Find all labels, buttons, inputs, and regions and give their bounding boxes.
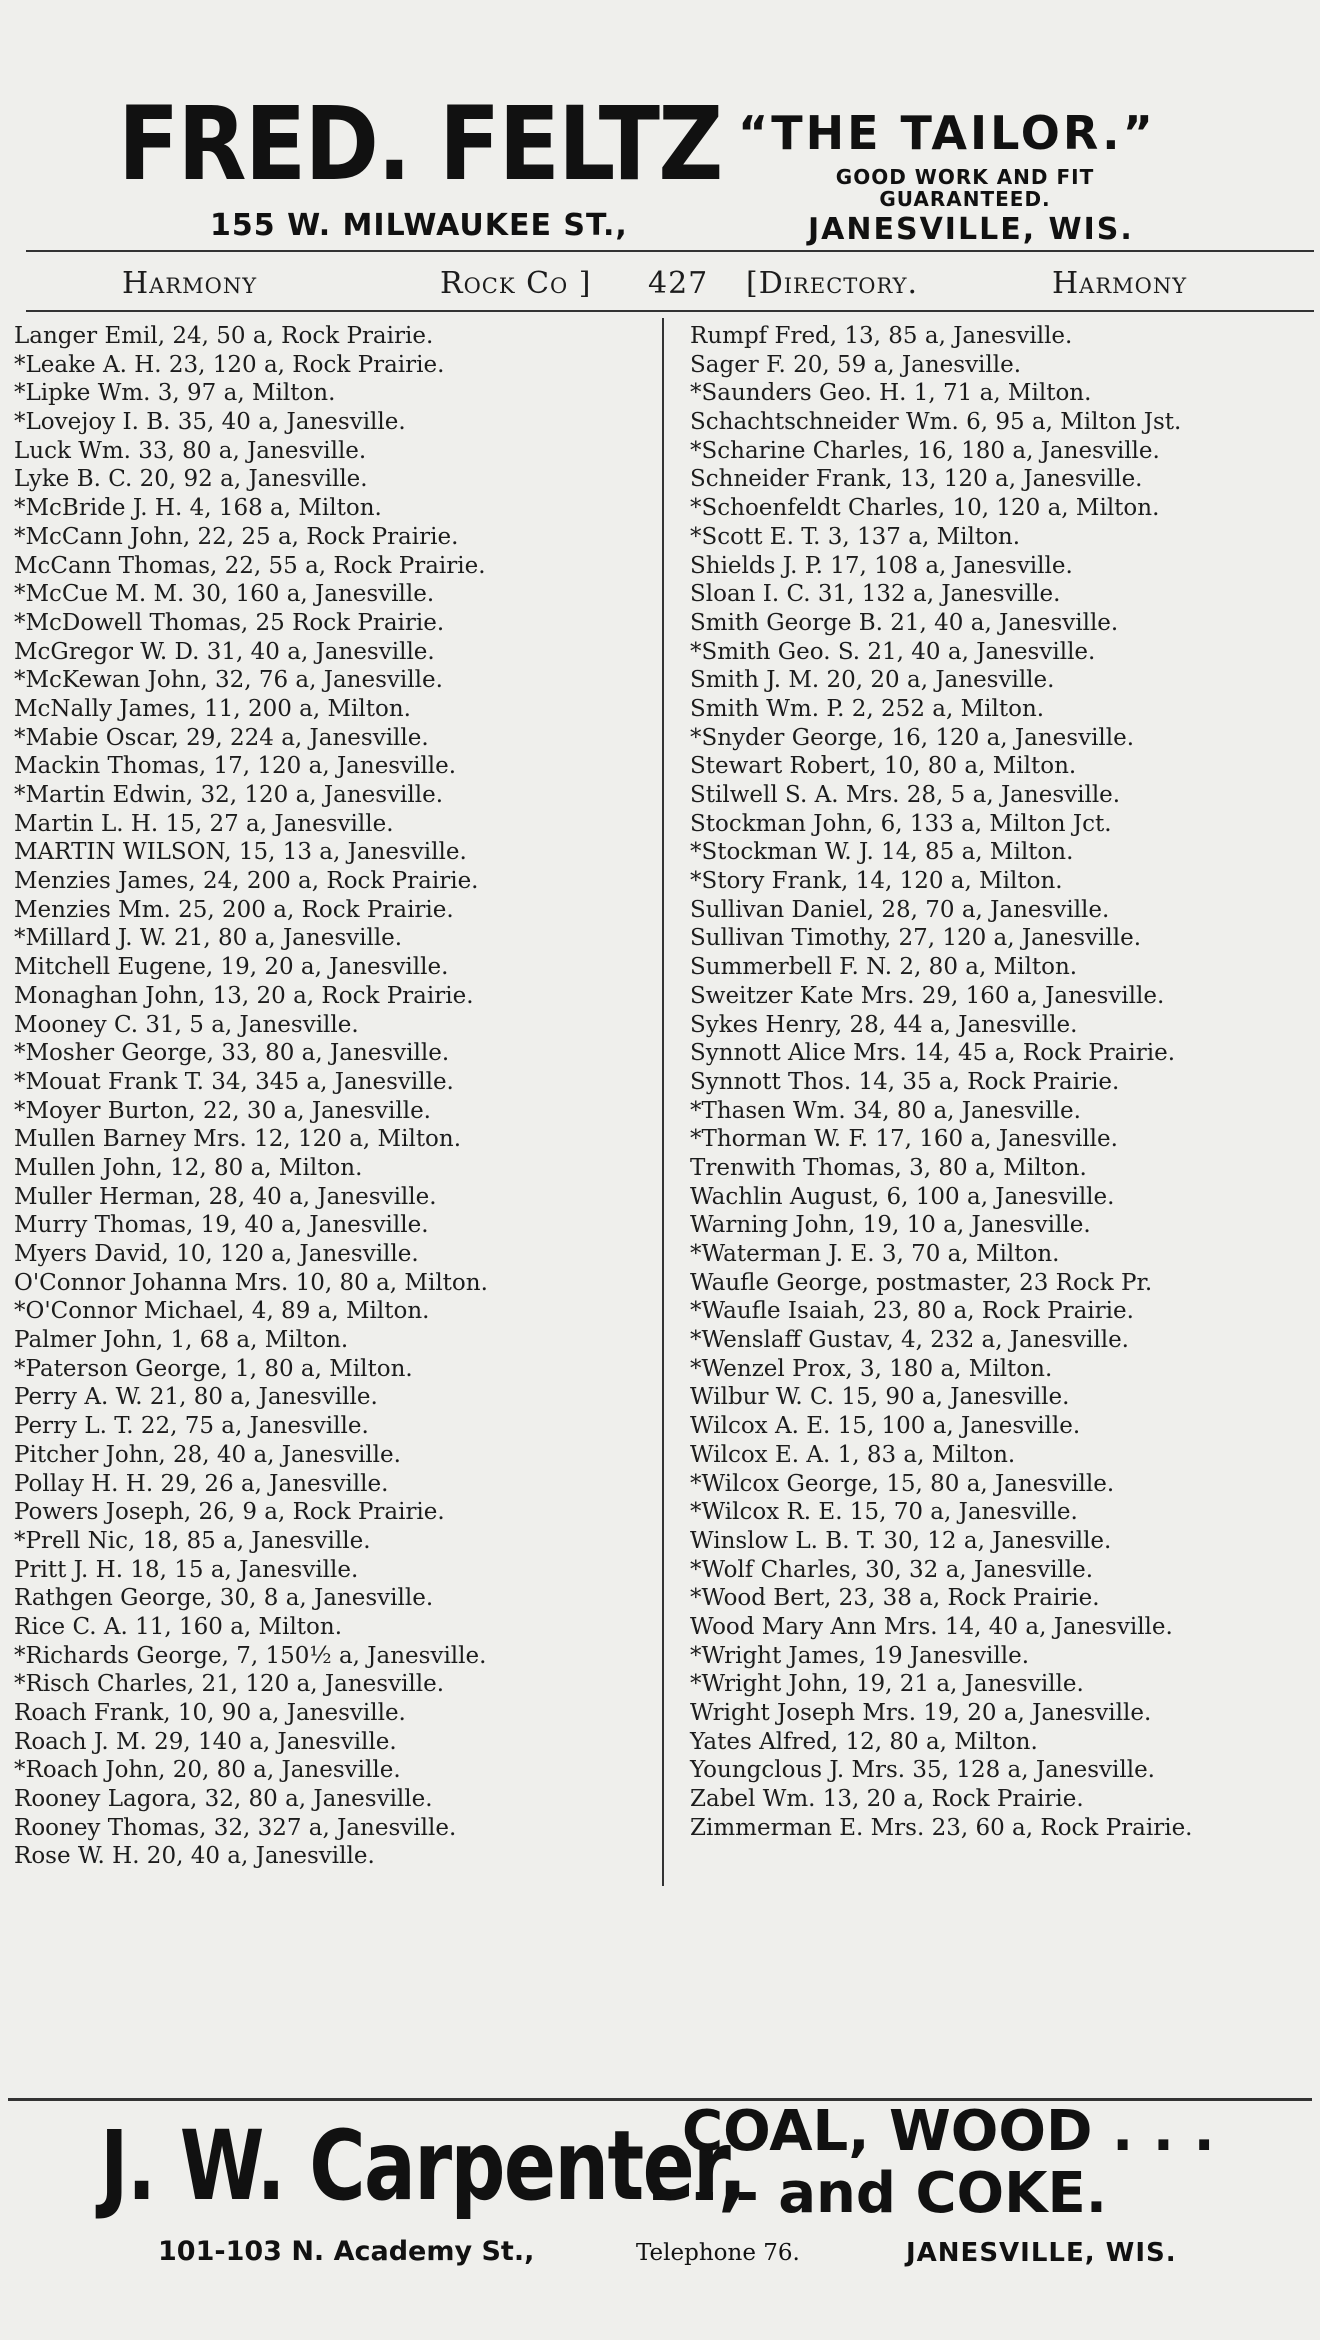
directory-entry: Pollay H. H. 29, 26 a, Janesville.	[14, 1470, 389, 1497]
directory-entry: *Paterson George, 1, 80 a, Milton.	[14, 1355, 413, 1382]
directory-entry: *Richards George, 7, 150½ a, Janesville.	[14, 1642, 487, 1669]
directory-entry: *Leake A. H. 23, 120 a, Rock Prairie.	[14, 351, 445, 378]
directory-entry: MARTIN WILSON, 15, 13 a, Janesville.	[14, 839, 467, 866]
directory-entry: Waufle George, postmaster, 23 Rock Pr.	[690, 1269, 1153, 1296]
directory-entry: *Waterman J. E. 3, 70 a, Milton.	[690, 1241, 1060, 1267]
directory-entry: *McCue M. M. 30, 160 a, Janesville.	[14, 581, 435, 608]
directory-entry: Rumpf Fred, 13, 85 a, Janesville.	[690, 323, 1073, 349]
directory-entry: Powers Joseph, 26, 9 a, Rock Prairie.	[14, 1499, 445, 1526]
directory-entry: *Mabie Oscar, 29, 224 a, Janesville.	[14, 724, 429, 751]
directory-entry: Winslow L. B. T. 30, 12 a, Janesville.	[690, 1527, 1112, 1554]
header-rule-bottom	[26, 310, 1314, 312]
directory-entry: *Moyer Burton, 22, 30 a, Janesville.	[14, 1097, 431, 1124]
directory-entry: Myers David, 10, 120 a, Janesville.	[14, 1241, 419, 1267]
directory-entry: *Stockman W. J. 14, 85 a, Milton.	[690, 839, 1074, 866]
directory-entry: Rose W. H. 20, 40 a, Janesville.	[14, 1843, 375, 1870]
directory-entry: *Millard J. W. 21, 80 a, Janesville.	[14, 925, 403, 952]
directory-entry: Wilbur W. C. 15, 90 a, Janesville.	[690, 1384, 1070, 1411]
directory-entry: Synnott Thos. 14, 35 a, Rock Prairie.	[690, 1068, 1120, 1095]
directory-entry: Martin L. H. 15, 27 a, Janesville.	[14, 810, 394, 837]
directory-entry: *O'Connor Michael, 4, 89 a, Milton.	[14, 1298, 430, 1325]
directory-entry: Schachtschneider Wm. 6, 95 a, Milton Jst.	[690, 409, 1182, 436]
directory-entry: Wilcox E. A. 1, 83 a, Milton.	[690, 1441, 1016, 1468]
directory-entry: *Wood Bert, 23, 38 a, Rock Prairie.	[690, 1585, 1100, 1612]
directory-entry: Rathgen George, 30, 8 a, Janesville.	[14, 1585, 434, 1612]
advertiser-tagline	[800, 166, 1130, 210]
directory-column-right	[690, 322, 1315, 1842]
directory-entry: Rooney Lagora, 32, 80 a, Janesville.	[14, 1786, 433, 1813]
advertiser-city: JANESVILLE, WIS.	[906, 2238, 1177, 2268]
directory-entry: *Wenzel Prox, 3, 180 a, Milton.	[690, 1355, 1053, 1382]
tagline-line-1: GOOD WORK AND FIT	[835, 165, 1095, 189]
directory-entry: Yates Alfred, 12, 80 a, Milton.	[690, 1728, 1038, 1755]
directory-entry: *Roach John, 20, 80 a, Janesville.	[14, 1757, 401, 1784]
directory-entry: Wood Mary Ann Mrs. 14, 40 a, Janesville.	[690, 1613, 1173, 1640]
directory-entry: *Scott E. T. 3, 137 a, Milton.	[690, 523, 1021, 550]
directory-entry: Trenwith Thomas, 3, 80 a, Milton.	[690, 1154, 1087, 1181]
directory-entry: Sykes Henry, 28, 44 a, Janesville.	[690, 1011, 1078, 1038]
advertiser-address: 155 W. MILWAUKEE ST.,	[210, 208, 628, 243]
directory-entry: Perry L. T. 22, 75 a, Janesville.	[14, 1413, 369, 1440]
directory-entry: Schneider Frank, 13, 120 a, Janesville.	[690, 466, 1143, 493]
header-township-left: Harmony	[122, 266, 258, 301]
directory-entry: Rooney Thomas, 32, 327 a, Janesville.	[14, 1814, 457, 1841]
directory-entry: Smith J. M. 20, 20 a, Janesville.	[690, 667, 1055, 694]
directory-entry: Rice C. A. 11, 160 a, Milton.	[14, 1613, 343, 1640]
advertiser-city: JANESVILLE, WIS.	[808, 212, 1134, 247]
column-divider	[662, 318, 664, 1886]
header-rule-top	[26, 250, 1314, 252]
advertiser-address: 101-103 N. Academy St.,	[158, 2236, 535, 2267]
advertiser-name: J. W. Carpenter,	[100, 2110, 746, 2222]
directory-entry: Zabel Wm. 13, 20 a, Rock Prairie.	[690, 1786, 1084, 1813]
directory-entry: Luck Wm. 33, 80 a, Janesville.	[14, 437, 367, 464]
header-county: Rock Co ]	[440, 266, 592, 301]
directory-entry: *Wilcox R. E. 15, 70 a, Janesville.	[690, 1499, 1078, 1526]
directory-entry: *Risch Charles, 21, 120 a, Janesville.	[14, 1671, 445, 1698]
directory-entry: *Smith Geo. S. 21, 40 a, Janesville.	[690, 638, 1096, 665]
directory-entry: *McDowell Thomas, 25 Rock Prairie.	[14, 609, 445, 636]
running-header	[30, 258, 1310, 308]
directory-column-left	[14, 322, 654, 1871]
advertiser-slogan: “THE TAILOR.”	[738, 106, 1156, 160]
page-number: 427	[648, 266, 709, 301]
directory-entry: *Saunders Geo. H. 1, 71 a, Milton.	[690, 380, 1092, 407]
directory-entry: Sager F. 20, 59 a, Janesville.	[690, 351, 1022, 378]
directory-entry: Sullivan Timothy, 27, 120 a, Janesville.	[690, 925, 1142, 952]
directory-entry: *Wilcox George, 15, 80 a, Janesville.	[690, 1470, 1115, 1497]
directory-entry: Mooney C. 31, 5 a, Janesville.	[14, 1011, 359, 1038]
directory-entry: Menzies Mm. 25, 200 a, Rock Prairie.	[14, 896, 454, 923]
directory-entry: *McBride J. H. 4, 168 a, Milton.	[14, 495, 382, 522]
advertiser-telephone: Telephone 76.	[636, 2240, 800, 2266]
directory-entry: Pitcher John, 28, 40 a, Janesville.	[14, 1441, 401, 1468]
advertiser-goods-line-1: COAL, WOOD . . .	[682, 2099, 1215, 2164]
directory-entry: *Wolf Charles, 30, 32 a, Janesville.	[690, 1556, 1094, 1583]
directory-entry: Wachlin August, 6, 100 a, Janesville.	[690, 1183, 1115, 1210]
directory-entry: Shields J. P. 17, 108 a, Janesville.	[690, 552, 1073, 579]
directory-entry: Synnott Alice Mrs. 14, 45 a, Rock Prairie.	[690, 1040, 1176, 1067]
directory-entry: *Mouat Frank T. 34, 345 a, Janesville.	[14, 1068, 454, 1095]
directory-entry: *Scharine Charles, 16, 180 a, Janesville.	[690, 437, 1160, 464]
directory-entry: Palmer John, 1, 68 a, Milton.	[14, 1327, 349, 1354]
directory-entry: Roach J. M. 29, 140 a, Janesville.	[14, 1728, 397, 1755]
directory-entry: *Martin Edwin, 32, 120 a, Janesville.	[14, 782, 444, 808]
directory-entry: *Wenslaff Gustav, 4, 232 a, Janesville.	[690, 1327, 1129, 1354]
directory-entry: Roach Frank, 10, 90 a, Janesville.	[14, 1700, 406, 1726]
directory-entry: Youngclous J. Mrs. 35, 128 a, Janesville.	[690, 1757, 1155, 1784]
directory-entry: *Lipke Wm. 3, 97 a, Milton.	[14, 380, 336, 407]
directory-entry: Wilcox A. E. 15, 100 a, Janesville.	[690, 1413, 1081, 1440]
directory-entry: Mackin Thomas, 17, 120 a, Janesville.	[14, 753, 457, 780]
directory-entry: *Waufle Isaiah, 23, 80 a, Rock Prairie.	[690, 1298, 1134, 1325]
directory-entry: Sullivan Daniel, 28, 70 a, Janesville.	[690, 896, 1110, 923]
directory-entry: Mullen Barney Mrs. 12, 120 a, Milton.	[14, 1126, 462, 1153]
directory-entry: Stewart Robert, 10, 80 a, Milton.	[690, 753, 1077, 780]
tagline-line-2: GUARANTEED.	[879, 187, 1051, 211]
directory-entry: Menzies James, 24, 200 a, Rock Prairie.	[14, 868, 479, 895]
top-advertisement	[0, 85, 1320, 250]
advertiser-goods-line-2: - - - and COKE.	[650, 2161, 1108, 2226]
directory-entry: Smith George B. 21, 40 a, Janesville.	[690, 609, 1119, 636]
directory-entry: *Wright James, 19 Janesville.	[690, 1642, 1030, 1669]
bottom-advertisement	[0, 2100, 1320, 2300]
directory-entry: Lyke B. C. 20, 92 a, Janesville.	[14, 466, 368, 493]
directory-entry: Wright Joseph Mrs. 19, 20 a, Janesville.	[690, 1700, 1152, 1726]
directory-entry: *Story Frank, 14, 120 a, Milton.	[690, 868, 1063, 895]
directory-entry: McCann Thomas, 22, 55 a, Rock Prairie.	[14, 552, 486, 579]
directory-entry: Warning John, 19, 10 a, Janesville.	[690, 1212, 1091, 1239]
directory-entry: *Prell Nic, 18, 85 a, Janesville.	[14, 1527, 371, 1554]
header-section: [Directory.	[746, 266, 919, 301]
directory-entry: *Snyder George, 16, 120 a, Janesville.	[690, 724, 1135, 751]
directory-entry: Mullen John, 12, 80 a, Milton.	[14, 1154, 363, 1181]
directory-entry: Stockman John, 6, 133 a, Milton Jct.	[690, 810, 1112, 837]
directory-entry: McGregor W. D. 31, 40 a, Janesville.	[14, 638, 435, 665]
header-township-right: Harmony	[1052, 266, 1188, 301]
directory-entry: Langer Emil, 24, 50 a, Rock Prairie.	[14, 323, 434, 349]
directory-entry: *Mosher George, 33, 80 a, Janesville.	[14, 1040, 450, 1067]
directory-entry: Smith Wm. P. 2, 252 a, Milton.	[690, 695, 1045, 722]
directory-entry: Monaghan John, 13, 20 a, Rock Prairie.	[14, 982, 474, 1009]
directory-entry: O'Connor Johanna Mrs. 10, 80 a, Milton.	[14, 1269, 488, 1296]
directory-entry: Sloan I. C. 31, 132 a, Janesville.	[690, 581, 1061, 608]
directory-entry: *Wright John, 19, 21 a, Janesville.	[690, 1671, 1084, 1698]
directory-entry: Zimmerman E. Mrs. 23, 60 a, Rock Prairie.	[690, 1814, 1193, 1841]
directory-entry: *Schoenfeldt Charles, 10, 120 a, Milton.	[690, 495, 1160, 522]
directory-entry: *McCann John, 22, 25 a, Rock Prairie.	[14, 523, 459, 550]
directory-entry: *Thorman W. F. 17, 160 a, Janesville.	[690, 1126, 1118, 1153]
directory-entry: Pritt J. H. 18, 15 a, Janesville.	[14, 1556, 359, 1583]
directory-entry: Mitchell Eugene, 19, 20 a, Janesville.	[14, 954, 449, 981]
directory-entry: Muller Herman, 28, 40 a, Janesville.	[14, 1183, 437, 1210]
directory-entry: *McKewan John, 32, 76 a, Janesville.	[14, 667, 443, 694]
directory-entry: Perry A. W. 21, 80 a, Janesville.	[14, 1384, 378, 1411]
advertiser-name: FRED. FELTZ	[118, 85, 722, 204]
directory-entry: *Lovejoy I. B. 35, 40 a, Janesville.	[14, 409, 406, 436]
directory-entry: Summerbell F. N. 2, 80 a, Milton.	[690, 954, 1078, 981]
directory-entry: Stilwell S. A. Mrs. 28, 5 a, Janesville.	[690, 782, 1121, 808]
directory-entry: Murry Thomas, 19, 40 a, Janesville.	[14, 1212, 429, 1239]
directory-entry: *Thasen Wm. 34, 80 a, Janesville.	[690, 1097, 1081, 1124]
directory-entry: McNally James, 11, 200 a, Milton.	[14, 695, 411, 722]
directory-entry: Sweitzer Kate Mrs. 29, 160 a, Janesville.	[690, 982, 1165, 1009]
